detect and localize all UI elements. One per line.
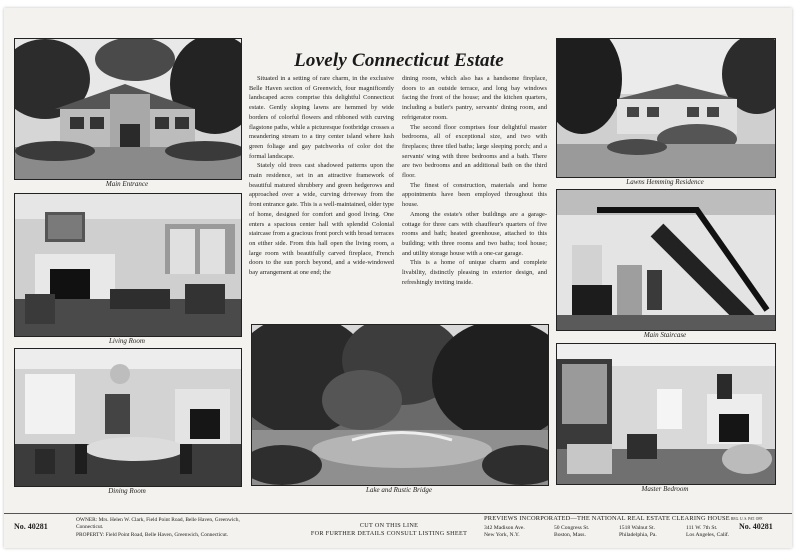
- photo-master-bedroom: [556, 343, 776, 485]
- office-city: Boston, Mass.: [554, 532, 586, 538]
- office-address: [554, 525, 589, 539]
- office-address: [686, 525, 729, 539]
- office-street: 1518 Walnut St.: [619, 525, 655, 531]
- photo-lawns: [556, 38, 776, 178]
- body-text-left: [249, 74, 394, 278]
- listing-number-left: No. 40281: [14, 522, 48, 531]
- photo-dining-room: [14, 348, 242, 487]
- office-city: Philadelphia, Pa.: [619, 532, 657, 538]
- cut-line-text: CUT ON THIS LINE: [359, 522, 419, 529]
- caption-lawns: Lawns Hemming Residence: [626, 178, 704, 186]
- photo-lake-bridge: [251, 324, 549, 486]
- cut-line-instructions: [294, 522, 484, 537]
- body-paragraph: dining room, which also has a handsome fireplace, doors to an outside terrace, and long bay windows facing the front of the house; and the kitchen quarters, including a butler's pantry, servants' dining room, and refrigerator room.: [402, 75, 547, 121]
- office-street: 111 W. 7th St.: [686, 525, 718, 531]
- property-info: [76, 532, 251, 539]
- caption-living-room: Living Room: [109, 337, 145, 345]
- listing-footer: [4, 513, 792, 549]
- body-paragraph: The second floor comprises four delightful master bedrooms, all of exceptional size, and two with fireplaces; three tiled baths; large sleeping porch; and a servants' wing with three bedrooms and a bath. There are two bedrooms and an additional bath on the third floor.: [402, 123, 547, 180]
- body-paragraph: Situated in a setting of rare charm, in the exclusive Belle Haven section of Greenwich, four magnificently landscaped acres comprise this delightful Connecticut estate. Gently sloping lawns are hemmed by wide borders of colorful flowers and ribboned with curving flagstone paths, while a picturesque footbridge crosses a meandering stream to a tiny center island where lush green foliage and gay patchworks of color dot the formal landscape.: [249, 75, 394, 160]
- caption-lake-bridge: Lake and Rustic Bridge: [366, 486, 432, 494]
- photo-main-entrance: [14, 38, 242, 180]
- body-paragraph: The finest of construction, materials and home appointments have been employed throughout this house.: [402, 181, 547, 209]
- consult-listing-text: FOR FURTHER DETAILS CONSULT LISTING SHEET: [310, 529, 468, 537]
- caption-main-staircase: Main Staircase: [643, 331, 687, 339]
- owner-text: Mrs. Helen W. Clark, Field Point Road, Belle Haven, Greenwich, Connecticut.: [76, 517, 240, 530]
- body-paragraph: This is a home of unique charm and complete livability, distinctly pleasing in exterior design, and refreshingly inviting inside.: [402, 259, 547, 286]
- caption-main-entrance: Main Entrance: [105, 180, 149, 188]
- office-address: [619, 525, 657, 539]
- owner-info: [76, 517, 251, 531]
- office-city: Los Angeles, Calif.: [686, 532, 730, 538]
- body-paragraph: Stately old trees cast shadowed patterns upon the main residence, set in an attractive framework of beautiful matured shrubbery and green hedgerows and approached over a wide, curving driveway from the front entrance gate. This is a well-maintained, older type of home, designed for comfort and good living. One enters a spacious center hall with splendid Colonial staircase from a gracious front porch with broad terraces on either side. From this hall open the living room, a large room with beautifully carved fireplace, French doors to the sun porch beyond, and a wide-windowed bay arrangement at one end; the: [249, 162, 394, 277]
- body-paragraph: Among the estate's other buildings are a garage-cottage for three cars with chauffeur's quarters of five rooms and bath; heated greenhouse, attached to this building; with three rooms and two baths; tool house; and utility storage house with a one-car garage.: [402, 210, 547, 257]
- owner-label: OWNER:: [76, 517, 98, 523]
- office-street: 50 Congress St.: [554, 525, 590, 531]
- office-city: New York, N.Y.: [484, 532, 520, 538]
- listing-number-right: No. 40281: [739, 522, 773, 531]
- listing-sheet: [4, 8, 792, 548]
- office-address: [484, 525, 525, 539]
- photo-main-staircase: [556, 189, 776, 331]
- caption-master-bedroom: Master Bedroom: [641, 485, 689, 493]
- property-text: Field Point Road, Belle Haven, Greenwich, Connecticut.: [105, 532, 229, 538]
- company-name: PREVIEWS INCORPORATED—THE NATIONAL REAL ESTATE CLEARING HOUSE: [484, 515, 730, 522]
- property-label: PROPERTY:: [76, 532, 105, 538]
- trademark-note: REG. U. S. PAT. OFF.: [731, 517, 763, 521]
- caption-dining-room: Dining Room: [108, 487, 146, 495]
- page-title: Lovely Connecticut Estate: [294, 50, 504, 71]
- photo-living-room: [14, 193, 242, 337]
- body-text-right: [402, 74, 547, 287]
- office-street: 342 Madison Ave.: [484, 525, 525, 531]
